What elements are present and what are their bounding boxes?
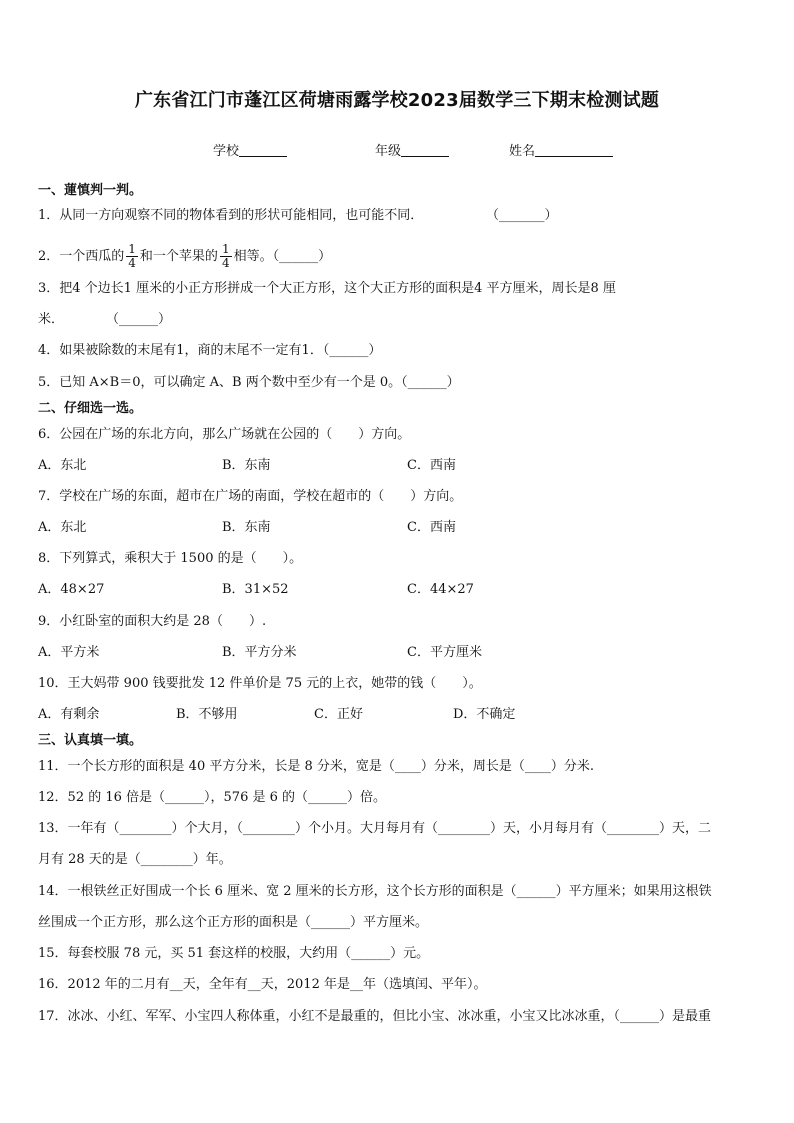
question-3-line-1: 3．把4 个边长1 厘米的小正方形拼成一个大正方形，这个大正方形的面积是4 平方厘米，周长是8 厘 <box>38 281 616 296</box>
question-10-option-a: A．有剩余 <box>38 707 100 722</box>
fraction-denominator: 4 <box>221 256 230 270</box>
question-11: 11．一个长方形的面积是 40 平方分米，长是 8 分米，宽是（____）分米，周长是（____）分米. <box>38 759 595 774</box>
question-12: 12．52 的 16 倍是（______），576 是 6 的（______）倍。 <box>38 790 387 805</box>
question-15: 15．每套校服 78 元，买 51 套这样的校服，大约用（______）元。 <box>38 946 430 961</box>
page-title: 广东省江门市蓬江区荷塘雨露学校2023届数学三下期末检测试题 <box>134 90 660 111</box>
question-1-text: 1．从同一方向观察不同的物体看到的形状可能相同，也可能不同． <box>38 208 424 223</box>
question-13-line-2: 月有 28 天的是（________）年。 <box>38 852 232 867</box>
question-10: 10．王大妈带 900 钱要批发 12 件单价是 75 元的上衣，她带的钱（ ）。 <box>38 676 482 691</box>
question-6-option-b: B．东南 <box>222 458 271 473</box>
question-6-option-c: C．西南 <box>407 458 456 473</box>
question-3-answer: （______） <box>106 312 172 327</box>
section-3-heading: 三、认真填一填。 <box>38 733 143 748</box>
question-8-option-a: A．48×27 <box>38 582 105 597</box>
question-9-option-b: B．平方分米 <box>222 645 297 660</box>
section-1-heading: 一、蓮慎判一判。 <box>38 183 143 198</box>
question-2-mid: 和一个苹果的 <box>139 249 218 264</box>
question-4: 4．如果被除数的末尾有1，商的末尾不一定有1．（______） <box>38 343 382 358</box>
school-blank[interactable] <box>239 143 287 157</box>
question-16: 16．2012 年的二月有__天，全年有__天，2012 年是__年（选填闰、平年）。 <box>38 977 487 992</box>
question-6-option-a: A．东北 <box>38 458 87 473</box>
question-9-option-c: C．平方厘米 <box>407 645 482 660</box>
fraction-one-quarter <box>126 243 138 270</box>
question-2 <box>38 243 331 270</box>
question-13-line-1: 13．一年有（________）个大月，（________）个小月。大月每月有（________）天，小月每月有（________）天，二 <box>38 821 712 836</box>
section-2-heading: 二、仔细选一选。 <box>38 401 143 416</box>
question-7-option-b: B．东南 <box>222 520 271 535</box>
question-9-option-a: A．平方米 <box>38 645 100 660</box>
question-3-line-2: 米． <box>38 312 65 327</box>
grade-field <box>375 140 449 159</box>
question-17: 17．冰冰、小红、军军、小宝四人称体重，小红不是最重的，但比小宝、冰冰重，小宝又比冰冰重，（______）是最重 <box>38 1009 712 1024</box>
name-label: 姓名 <box>509 144 536 159</box>
question-2-pre: 2．一个西瓜的 <box>38 249 125 264</box>
fraction-numerator: 1 <box>128 242 136 256</box>
grade-label: 年级 <box>375 144 402 159</box>
fraction-one-quarter <box>220 243 232 270</box>
question-6: 6．公园在广场的东北方向，那么广场就在公园的（ ）方向。 <box>38 427 411 442</box>
school-label: 学校 <box>213 144 240 159</box>
fraction-denominator: 4 <box>128 256 136 270</box>
question-10-option-d: D．不确定 <box>453 707 516 722</box>
fraction-numerator: 1 <box>221 242 230 256</box>
question-8-option-b: B．31×52 <box>222 582 289 597</box>
school-field <box>213 140 287 159</box>
question-10-option-b: B．不够用 <box>176 707 238 722</box>
question-8-option-c: C．44×27 <box>407 582 474 597</box>
question-10-option-c: C．正好 <box>314 707 363 722</box>
question-2-post: 相等。（______） <box>233 249 332 264</box>
name-field <box>509 140 613 159</box>
question-1-answer: （_______） <box>486 208 558 223</box>
question-9: 9．小红卧室的面积大约是 28（ ）. <box>38 614 267 629</box>
question-7: 7．学校在广场的东面，超市在广场的南面，学校在超市的（ ）方向。 <box>38 489 463 504</box>
question-14-line-2: 丝围成一个正方形，那么这个正方形的面积是（______）平方厘米。 <box>38 915 429 930</box>
question-5: 5．已知 A×B＝0，可以确定 A、B 两个数中至少有一个是 0。（______） <box>38 375 460 390</box>
question-8: 8．下列算式，乘积大于 1500 的是（ ）。 <box>38 551 303 566</box>
question-14-line-1: 14．一根铁丝正好围成一个长 6 厘米、宽 2 厘米的长方形，这个长方形的面积是（______）平方厘米；如果用这根铁 <box>38 884 712 899</box>
name-blank[interactable] <box>535 143 613 157</box>
grade-blank[interactable] <box>401 143 449 157</box>
question-1 <box>38 208 423 224</box>
question-7-option-a: A．东北 <box>38 520 87 535</box>
question-7-option-c: C．西南 <box>407 520 456 535</box>
